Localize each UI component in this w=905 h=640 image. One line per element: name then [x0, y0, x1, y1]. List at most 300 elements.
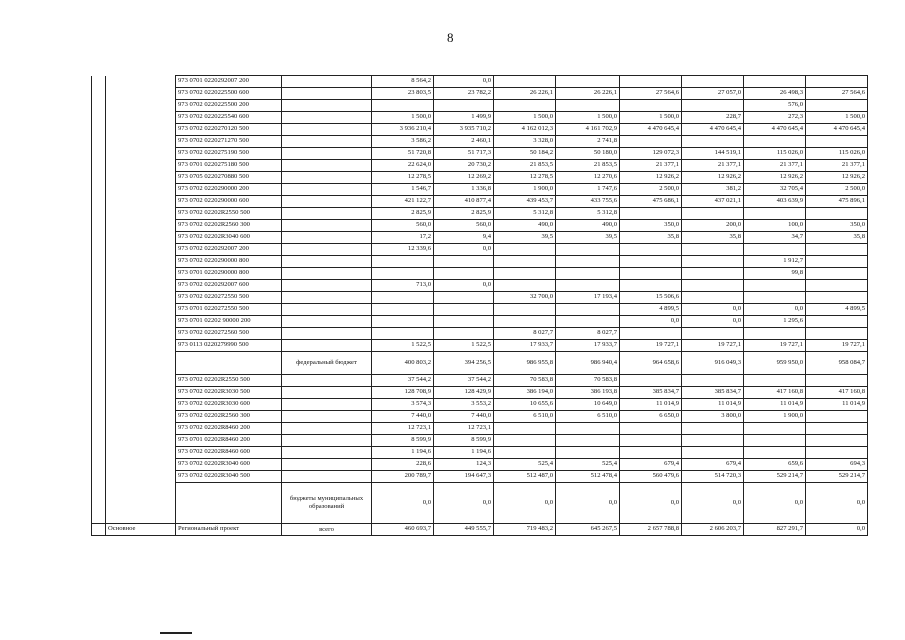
- value-cell: 0,0: [556, 483, 620, 524]
- gutter-cell: [92, 148, 106, 160]
- value-cell: [806, 447, 868, 459]
- value-cell: 27 564,6: [806, 88, 868, 100]
- value-cell: 129 072,3: [620, 148, 682, 160]
- value-cell: 12 926,2: [806, 172, 868, 184]
- source-cell: [282, 196, 372, 208]
- value-cell: 1 500,0: [806, 112, 868, 124]
- value-cell: 3 936 210,4: [372, 124, 434, 136]
- table-row: [92, 447, 868, 459]
- value-cell: 719 483,2: [494, 524, 556, 536]
- value-cell: [372, 100, 434, 112]
- gutter-cell: [92, 244, 106, 256]
- value-cell: 514 720,3: [682, 471, 744, 483]
- value-cell: 21 377,1: [682, 160, 744, 172]
- source-label: федеральный бюджет: [282, 352, 372, 375]
- value-cell: [682, 76, 744, 88]
- table-row: [92, 471, 868, 483]
- gutter-cell: [106, 88, 176, 100]
- value-cell: 1 500,0: [620, 112, 682, 124]
- code-cell: 973 0702 02202R3040 500: [176, 471, 282, 483]
- value-cell: 1 546,7: [372, 184, 434, 196]
- value-cell: 381,2: [682, 184, 744, 196]
- value-cell: 34,7: [744, 232, 806, 244]
- value-cell: 2 460,1: [434, 136, 494, 148]
- code-cell: 973 0702 0220272550 500: [176, 292, 282, 304]
- value-cell: 27 057,0: [682, 88, 744, 100]
- code-cell: 973 0113 0220279990 500: [176, 340, 282, 352]
- value-cell: 272,3: [744, 112, 806, 124]
- value-cell: 37 544,2: [372, 375, 434, 387]
- value-cell: 490,0: [556, 220, 620, 232]
- gutter-cell: [106, 196, 176, 208]
- value-cell: [806, 268, 868, 280]
- value-cell: 0,0: [682, 316, 744, 328]
- gutter-cell: [92, 160, 106, 172]
- value-cell: 4 470 645,4: [682, 124, 744, 136]
- value-cell: 529 214,7: [744, 471, 806, 483]
- gutter-cell: [106, 399, 176, 411]
- value-cell: 679,4: [682, 459, 744, 471]
- source-cell: [282, 244, 372, 256]
- value-cell: 1 500,0: [494, 112, 556, 124]
- gutter-cell: [106, 459, 176, 471]
- value-cell: 15 506,6: [620, 292, 682, 304]
- code-cell: 973 0702 02202R8460 600: [176, 447, 282, 459]
- value-cell: 694,3: [806, 459, 868, 471]
- table-row: [92, 375, 868, 387]
- gutter-cell: [92, 256, 106, 268]
- code-cell: 973 0702 0220272560 500: [176, 328, 282, 340]
- value-cell: [494, 280, 556, 292]
- value-cell: [494, 447, 556, 459]
- value-cell: [372, 304, 434, 316]
- value-cell: 3 574,3: [372, 399, 434, 411]
- value-cell: [434, 328, 494, 340]
- value-cell: 964 658,6: [620, 352, 682, 375]
- value-cell: 70 583,8: [556, 375, 620, 387]
- value-cell: 0,0: [434, 483, 494, 524]
- code-cell: 973 0701 0220292007 200: [176, 76, 282, 88]
- value-cell: [556, 316, 620, 328]
- code-cell: 973 0702 0220292007 600: [176, 280, 282, 292]
- gutter-cell: [92, 399, 106, 411]
- code-cell: 973 0702 0220290000 600: [176, 196, 282, 208]
- value-cell: 23 803,5: [372, 88, 434, 100]
- gutter-cell: [92, 316, 106, 328]
- value-cell: [494, 423, 556, 435]
- value-cell: 490,0: [494, 220, 556, 232]
- value-cell: 1 522,5: [372, 340, 434, 352]
- value-cell: 228,7: [682, 112, 744, 124]
- value-cell: 124,3: [434, 459, 494, 471]
- gutter-cell: [92, 447, 106, 459]
- value-cell: 19 727,1: [682, 340, 744, 352]
- project-cell: Региональный проект: [176, 524, 282, 536]
- gutter-cell: [92, 280, 106, 292]
- gutter-cell: [92, 459, 106, 471]
- gutter-cell: [106, 160, 176, 172]
- value-cell: 26 498,3: [744, 88, 806, 100]
- code-cell: [176, 352, 282, 375]
- value-cell: 1 900,0: [744, 411, 806, 423]
- value-cell: 410 877,4: [434, 196, 494, 208]
- page-number: 8: [447, 30, 454, 45]
- table-row: [92, 483, 868, 524]
- value-cell: 560 479,6: [620, 471, 682, 483]
- value-cell: 26 226,1: [556, 88, 620, 100]
- gutter-cell: [92, 435, 106, 447]
- table-row: [92, 220, 868, 232]
- code-cell: 973 0702 0220292007 200: [176, 244, 282, 256]
- value-cell: [372, 256, 434, 268]
- value-cell: [494, 268, 556, 280]
- value-cell: 1 194,6: [434, 447, 494, 459]
- gutter-cell: [92, 88, 106, 100]
- table-row: [92, 160, 868, 172]
- source-cell: [282, 220, 372, 232]
- source-cell: [282, 292, 372, 304]
- value-cell: [806, 244, 868, 256]
- value-cell: 2 825,9: [372, 208, 434, 220]
- value-cell: 3 586,2: [372, 136, 434, 148]
- code-cell: 973 0701 02202 90000 200: [176, 316, 282, 328]
- table-row: [92, 88, 868, 100]
- value-cell: 115 026,0: [744, 148, 806, 160]
- value-cell: [494, 435, 556, 447]
- value-cell: [744, 76, 806, 88]
- value-cell: 679,4: [620, 459, 682, 471]
- source-cell: [282, 411, 372, 423]
- source-cell: [282, 136, 372, 148]
- value-cell: [744, 447, 806, 459]
- value-cell: [620, 256, 682, 268]
- value-cell: [620, 328, 682, 340]
- table-row: [92, 387, 868, 399]
- value-cell: 51 720,8: [372, 148, 434, 160]
- value-cell: 12 926,2: [744, 172, 806, 184]
- value-cell: [620, 100, 682, 112]
- gutter-cell: [106, 435, 176, 447]
- source-cell: [282, 423, 372, 435]
- value-cell: 0,0: [682, 304, 744, 316]
- source-label: бюджеты муниципальных образований: [282, 483, 372, 524]
- gutter-cell: [92, 375, 106, 387]
- source-cell: [282, 387, 372, 399]
- value-cell: [434, 100, 494, 112]
- value-cell: 1 747,6: [556, 184, 620, 196]
- table-row: [92, 316, 868, 328]
- value-cell: 1 194,6: [372, 447, 434, 459]
- value-cell: 403 639,9: [744, 196, 806, 208]
- table-row: [92, 244, 868, 256]
- value-cell: 8 027,7: [494, 328, 556, 340]
- value-cell: 417 160,8: [744, 387, 806, 399]
- value-cell: [372, 328, 434, 340]
- gutter-cell: [92, 352, 106, 375]
- value-cell: 386 193,8: [556, 387, 620, 399]
- source-label: всего: [282, 524, 372, 536]
- value-cell: [372, 316, 434, 328]
- gutter-cell: [106, 411, 176, 423]
- gutter-cell: [92, 100, 106, 112]
- table-row: [92, 268, 868, 280]
- value-cell: [682, 244, 744, 256]
- value-cell: 986 955,8: [494, 352, 556, 375]
- value-cell: [620, 280, 682, 292]
- source-cell: [282, 208, 372, 220]
- value-cell: 4 899,5: [620, 304, 682, 316]
- code-cell: 973 0702 02202R3030 500: [176, 387, 282, 399]
- value-cell: 916 049,3: [682, 352, 744, 375]
- code-cell: 973 0701 0220290000 800: [176, 268, 282, 280]
- value-cell: 19 727,1: [744, 340, 806, 352]
- value-cell: 10 649,0: [556, 399, 620, 411]
- value-cell: 659,6: [744, 459, 806, 471]
- value-cell: 433 755,6: [556, 196, 620, 208]
- gutter-cell: [106, 136, 176, 148]
- value-cell: 11 014,9: [806, 399, 868, 411]
- source-cell: [282, 459, 372, 471]
- value-cell: 2 741,8: [556, 136, 620, 148]
- code-cell: 973 0702 0220275190 500: [176, 148, 282, 160]
- value-cell: 5 312,8: [494, 208, 556, 220]
- value-cell: 50 184,2: [494, 148, 556, 160]
- value-cell: 19 727,1: [620, 340, 682, 352]
- value-cell: [806, 316, 868, 328]
- gutter-cell: [92, 112, 106, 124]
- value-cell: 4 162 012,3: [494, 124, 556, 136]
- value-cell: 9,4: [434, 232, 494, 244]
- value-cell: 228,6: [372, 459, 434, 471]
- table-row: [92, 411, 868, 423]
- value-cell: 421 122,7: [372, 196, 434, 208]
- value-cell: 959 950,0: [744, 352, 806, 375]
- value-cell: 21 377,1: [620, 160, 682, 172]
- value-cell: 4 470 645,4: [620, 124, 682, 136]
- value-cell: [682, 447, 744, 459]
- table-row: [92, 328, 868, 340]
- value-cell: [556, 100, 620, 112]
- gutter-cell: [92, 483, 106, 524]
- value-cell: [434, 256, 494, 268]
- table-row: [92, 112, 868, 124]
- value-cell: 385 834,7: [620, 387, 682, 399]
- value-cell: 27 564,6: [620, 88, 682, 100]
- table-row: [92, 136, 868, 148]
- gutter-cell: [106, 316, 176, 328]
- value-cell: [744, 208, 806, 220]
- value-cell: 0,0: [494, 483, 556, 524]
- gutter-cell: [92, 524, 106, 536]
- gutter-cell: [92, 471, 106, 483]
- gutter-cell: [106, 423, 176, 435]
- source-cell: [282, 447, 372, 459]
- value-cell: [682, 423, 744, 435]
- value-cell: 460 693,7: [372, 524, 434, 536]
- value-cell: [494, 304, 556, 316]
- value-cell: 12 278,5: [372, 172, 434, 184]
- gutter-cell: [92, 184, 106, 196]
- gutter-cell: [92, 76, 106, 88]
- code-cell: 973 0702 02202R2550 500: [176, 375, 282, 387]
- source-cell: [282, 375, 372, 387]
- value-cell: 475 686,1: [620, 196, 682, 208]
- value-cell: [556, 447, 620, 459]
- value-cell: 11 014,9: [744, 399, 806, 411]
- value-cell: 19 727,1: [806, 340, 868, 352]
- value-cell: 17,2: [372, 232, 434, 244]
- code-cell: 973 0702 0220271270 500: [176, 136, 282, 148]
- source-cell: [282, 100, 372, 112]
- value-cell: 100,0: [744, 220, 806, 232]
- value-cell: 22 624,0: [372, 160, 434, 172]
- value-cell: 0,0: [682, 483, 744, 524]
- value-cell: [556, 304, 620, 316]
- value-cell: [744, 375, 806, 387]
- value-cell: 10 655,6: [494, 399, 556, 411]
- value-cell: 35,8: [620, 232, 682, 244]
- gutter-cell: [106, 208, 176, 220]
- source-cell: [282, 124, 372, 136]
- value-cell: 144 519,1: [682, 148, 744, 160]
- source-cell: [282, 399, 372, 411]
- gutter-cell: [106, 375, 176, 387]
- code-cell: 973 0702 02202R2560 300: [176, 220, 282, 232]
- value-cell: [494, 76, 556, 88]
- table-row: [92, 459, 868, 471]
- value-cell: 0,0: [620, 316, 682, 328]
- value-cell: 560,0: [434, 220, 494, 232]
- gutter-cell: [106, 328, 176, 340]
- value-cell: 3 328,0: [494, 136, 556, 148]
- value-cell: 11 014,9: [620, 399, 682, 411]
- value-cell: 17 933,7: [494, 340, 556, 352]
- table-row: [92, 435, 868, 447]
- value-cell: 439 453,7: [494, 196, 556, 208]
- source-cell: [282, 304, 372, 316]
- value-cell: 3 935 710,2: [434, 124, 494, 136]
- value-cell: 350,0: [806, 220, 868, 232]
- value-cell: 417 160,8: [806, 387, 868, 399]
- value-cell: 525,4: [494, 459, 556, 471]
- gutter-cell: [106, 124, 176, 136]
- value-cell: 4 161 702,9: [556, 124, 620, 136]
- value-cell: 0,0: [806, 483, 868, 524]
- value-cell: 128 429,9: [434, 387, 494, 399]
- value-cell: 2 606 203,7: [682, 524, 744, 536]
- table-row: [92, 399, 868, 411]
- value-cell: 645 267,5: [556, 524, 620, 536]
- value-cell: [682, 268, 744, 280]
- value-cell: [434, 292, 494, 304]
- gutter-cell: [92, 136, 106, 148]
- source-cell: [282, 328, 372, 340]
- table-row: [92, 76, 868, 88]
- source-cell: [282, 435, 372, 447]
- value-cell: 51 717,3: [434, 148, 494, 160]
- source-cell: [282, 112, 372, 124]
- value-cell: 0,0: [372, 483, 434, 524]
- value-cell: [806, 76, 868, 88]
- value-cell: 1 336,8: [434, 184, 494, 196]
- value-cell: 400 803,2: [372, 352, 434, 375]
- gutter-cell: [92, 292, 106, 304]
- gutter-cell: [106, 447, 176, 459]
- value-cell: 958 084,7: [806, 352, 868, 375]
- gutter-cell: [92, 328, 106, 340]
- value-cell: 437 021,1: [682, 196, 744, 208]
- value-cell: 115 026,0: [806, 148, 868, 160]
- table-row: [92, 148, 868, 160]
- source-cell: [282, 148, 372, 160]
- value-cell: 5 312,8: [556, 208, 620, 220]
- value-cell: 386 194,0: [494, 387, 556, 399]
- value-cell: 0,0: [620, 483, 682, 524]
- gutter-cell: [92, 268, 106, 280]
- value-cell: 7 440,0: [372, 411, 434, 423]
- source-cell: [282, 160, 372, 172]
- value-cell: [556, 76, 620, 88]
- table-row: [92, 423, 868, 435]
- value-cell: [806, 435, 868, 447]
- value-cell: 21 853,5: [556, 160, 620, 172]
- value-cell: 7 440,0: [434, 411, 494, 423]
- value-cell: 4 470 645,4: [744, 124, 806, 136]
- gutter-cell: [106, 148, 176, 160]
- value-cell: 1 522,5: [434, 340, 494, 352]
- source-cell: [282, 280, 372, 292]
- value-cell: [620, 268, 682, 280]
- gutter-cell: [92, 220, 106, 232]
- value-cell: 23 782,2: [434, 88, 494, 100]
- value-cell: 17 193,4: [556, 292, 620, 304]
- code-cell: 973 0705 0220270880 500: [176, 172, 282, 184]
- value-cell: [744, 280, 806, 292]
- value-cell: [806, 136, 868, 148]
- gutter-cell: [106, 100, 176, 112]
- value-cell: 11 014,9: [682, 399, 744, 411]
- source-cell: [282, 256, 372, 268]
- value-cell: 8 599,9: [434, 435, 494, 447]
- value-cell: 21 377,1: [744, 160, 806, 172]
- value-cell: [494, 316, 556, 328]
- code-cell: 973 0702 02202R8460 200: [176, 423, 282, 435]
- value-cell: [744, 136, 806, 148]
- value-cell: 2 500,0: [806, 184, 868, 196]
- value-cell: 1 295,6: [744, 316, 806, 328]
- source-cell: [282, 316, 372, 328]
- gutter-cell: [92, 196, 106, 208]
- value-cell: 21 377,1: [806, 160, 868, 172]
- value-cell: 6 510,0: [556, 411, 620, 423]
- code-cell: 973 0701 0220272550 500: [176, 304, 282, 316]
- value-cell: [806, 423, 868, 435]
- value-cell: [744, 244, 806, 256]
- value-cell: 2 657 788,8: [620, 524, 682, 536]
- value-cell: 394 256,5: [434, 352, 494, 375]
- value-cell: 12 339,6: [372, 244, 434, 256]
- value-cell: 0,0: [744, 483, 806, 524]
- value-cell: [806, 280, 868, 292]
- value-cell: 12 278,5: [494, 172, 556, 184]
- value-cell: 4 470 645,4: [806, 124, 868, 136]
- code-cell: 973 0702 0220225500 600: [176, 88, 282, 100]
- value-cell: 3 553,2: [434, 399, 494, 411]
- value-cell: 1 912,7: [744, 256, 806, 268]
- value-cell: [556, 244, 620, 256]
- value-cell: [372, 268, 434, 280]
- value-cell: 1 499,9: [434, 112, 494, 124]
